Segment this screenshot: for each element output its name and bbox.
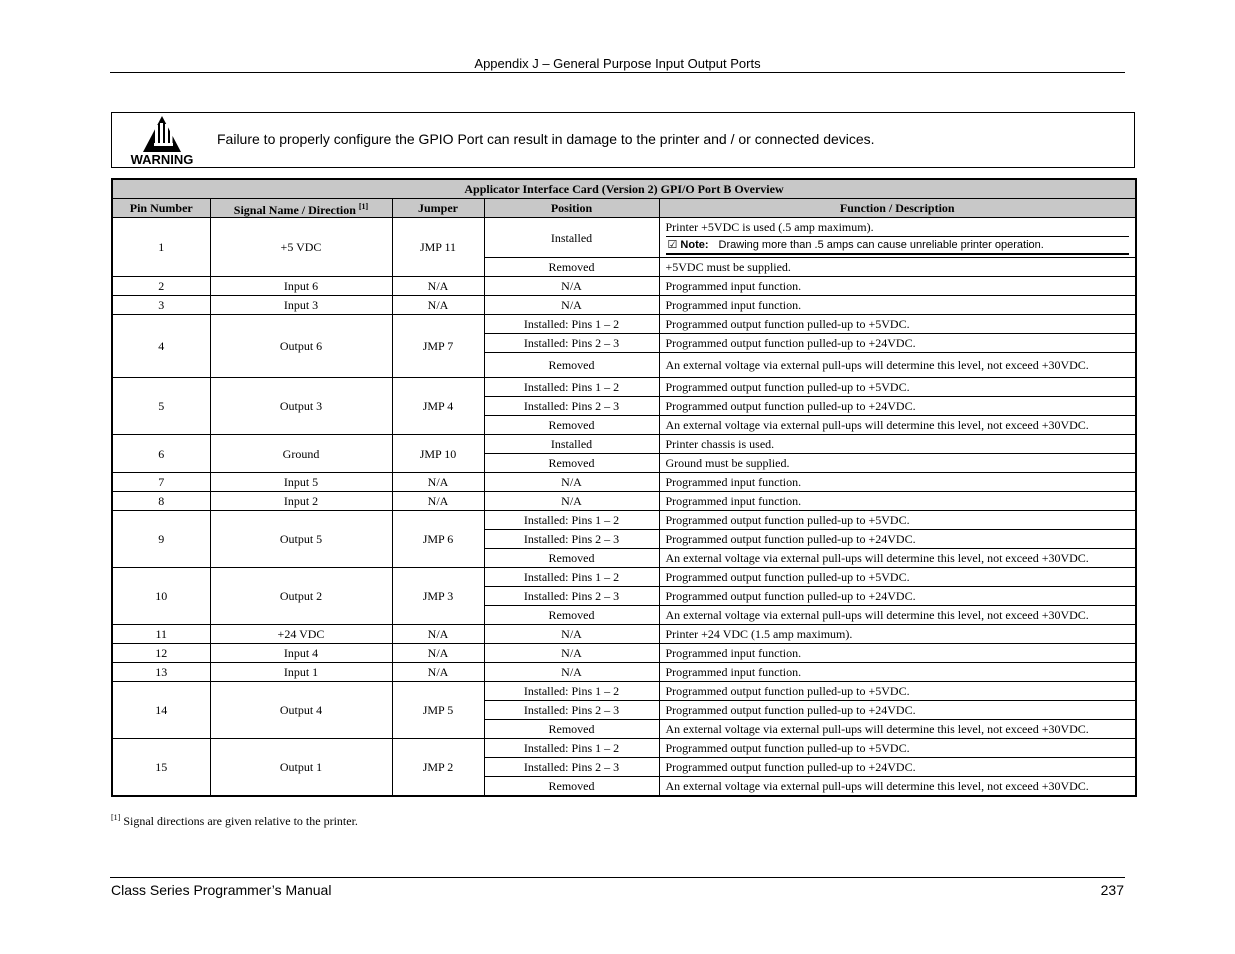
position-cell: N/A: [484, 644, 659, 663]
table-row: [112, 492, 1136, 511]
column-header-pin: Pin Number: [112, 199, 210, 218]
pin-cell: 9: [112, 511, 210, 568]
signal-cell: Output 5: [210, 511, 392, 568]
signal-cell: Output 1: [210, 739, 392, 797]
table-row: [112, 511, 1136, 530]
jumper-cell: JMP 5: [392, 682, 484, 739]
function-cell: [659, 218, 1136, 258]
function-cell: Programmed output function pulled-up to +24VDC.: [659, 334, 1136, 353]
jumper-cell: N/A: [392, 473, 484, 492]
column-header-function: Function / Description: [659, 199, 1136, 218]
position-cell: Removed: [484, 777, 659, 797]
function-cell: Programmed output function pulled-up to +24VDC.: [659, 530, 1136, 549]
function-cell: Programmed output function pulled-up to +5VDC.: [659, 511, 1136, 530]
pin-cell: 5: [112, 378, 210, 435]
position-cell: N/A: [484, 473, 659, 492]
function-cell: An external voltage via external pull-ups will determine this level, not exceed +30VDC.: [659, 549, 1136, 568]
jumper-cell: N/A: [392, 296, 484, 315]
jumper-cell: N/A: [392, 663, 484, 682]
table-row: [112, 682, 1136, 701]
note-label: Note:: [680, 239, 709, 251]
position-cell: Installed: Pins 1 – 2: [484, 378, 659, 397]
position-cell: Installed: Pins 1 – 2: [484, 568, 659, 587]
table-row: [112, 644, 1136, 663]
table-row: [112, 315, 1136, 334]
function-cell: An external voltage via external pull-ups will determine this level, not exceed +30VDC.: [659, 720, 1136, 739]
jumper-cell: N/A: [392, 277, 484, 296]
jumper-cell: JMP 6: [392, 511, 484, 568]
warning-label: WARNING: [130, 152, 194, 167]
jumper-cell: JMP 3: [392, 568, 484, 625]
function-cell: Programmed output function pulled-up to +24VDC.: [659, 701, 1136, 720]
position-cell: Installed: Pins 1 – 2: [484, 511, 659, 530]
column-header-signal: [210, 199, 392, 218]
function-cell: Printer chassis is used.: [659, 435, 1136, 454]
jumper-cell: JMP 11: [392, 218, 484, 277]
function-cell: Programmed input function.: [659, 492, 1136, 511]
position-cell: Removed: [484, 258, 659, 277]
position-cell: Removed: [484, 416, 659, 435]
pin-cell: 14: [112, 682, 210, 739]
position-cell: N/A: [484, 492, 659, 511]
function-cell: An external voltage via external pull-ups will determine this level, not exceed +30VDC.: [659, 353, 1136, 378]
pin-cell: 4: [112, 315, 210, 378]
table-title: Applicator Interface Card (Version 2) GPI/O Port B Overview: [112, 179, 1136, 199]
function-cell: Programmed output function pulled-up to +5VDC.: [659, 378, 1136, 397]
signal-cell: Input 5: [210, 473, 392, 492]
function-cell: An external voltage via external pull-ups will determine this level, not exceed +30VDC.: [659, 416, 1136, 435]
footer-rule: [110, 877, 1125, 878]
function-text: Printer +5VDC is used (.5 amp maximum).: [665, 220, 874, 234]
position-cell: N/A: [484, 663, 659, 682]
position-cell: Installed: [484, 435, 659, 454]
table-row: [112, 296, 1136, 315]
position-cell: Installed: Pins 2 – 3: [484, 758, 659, 777]
function-cell: Programmed input function.: [659, 644, 1136, 663]
function-cell: Programmed output function pulled-up to +24VDC.: [659, 587, 1136, 606]
table-body: [112, 218, 1136, 797]
position-cell: Removed: [484, 454, 659, 473]
position-cell: Removed: [484, 606, 659, 625]
function-cell: Programmed input function.: [659, 277, 1136, 296]
position-cell: Installed: Pins 1 – 2: [484, 315, 659, 334]
function-cell: Programmed output function pulled-up to +5VDC.: [659, 682, 1136, 701]
function-cell: An external voltage via external pull-ups will determine this level, not exceed +30VDC.: [659, 777, 1136, 797]
signal-cell: Input 1: [210, 663, 392, 682]
table-row: [112, 625, 1136, 644]
table-row: [112, 739, 1136, 758]
column-header-jumper: Jumper: [392, 199, 484, 218]
signal-cell: Output 6: [210, 315, 392, 378]
position-cell: Removed: [484, 353, 659, 378]
checkbox-icon: ☑: [667, 239, 681, 251]
manual-title: Class Series Programmer’s Manual: [111, 882, 332, 898]
position-cell: N/A: [484, 625, 659, 644]
position-cell: Installed: Pins 2 – 3: [484, 587, 659, 606]
jumper-cell: JMP 10: [392, 435, 484, 473]
signal-cell: Input 3: [210, 296, 392, 315]
note: [666, 236, 1130, 255]
note-text: Drawing more than .5 amps can cause unreliable printer operation.: [718, 239, 1044, 251]
footnote-ref: [1]: [358, 201, 369, 211]
jumper-cell: JMP 4: [392, 378, 484, 435]
pin-cell: 7: [112, 473, 210, 492]
position-cell: Installed: Pins 2 – 3: [484, 397, 659, 416]
signal-cell: Output 3: [210, 378, 392, 435]
table-row: [112, 663, 1136, 682]
function-cell: Programmed output function pulled-up to +5VDC.: [659, 739, 1136, 758]
function-cell: Programmed output function pulled-up to +5VDC.: [659, 315, 1136, 334]
footnote-text: Signal directions are given relative to the printer.: [123, 814, 358, 828]
table-row: [112, 277, 1136, 296]
function-cell: Printer +24 VDC (1.5 amp maximum).: [659, 625, 1136, 644]
position-cell: N/A: [484, 277, 659, 296]
function-cell: An external voltage via external pull-ups will determine this level, not exceed +30VDC.: [659, 606, 1136, 625]
pin-cell: 13: [112, 663, 210, 682]
function-cell: Programmed output function pulled-up to +24VDC.: [659, 758, 1136, 777]
jumper-cell: N/A: [392, 625, 484, 644]
gpio-port-b-table: [111, 178, 1137, 797]
table-row: [112, 473, 1136, 492]
position-cell: Installed: Pins 2 – 3: [484, 701, 659, 720]
jumper-cell: N/A: [392, 644, 484, 663]
pin-cell: 15: [112, 739, 210, 797]
pin-cell: 12: [112, 644, 210, 663]
position-cell: Installed: Pins 1 – 2: [484, 682, 659, 701]
pin-cell: 11: [112, 625, 210, 644]
column-header-signal-label: Signal Name / Direction: [233, 202, 356, 217]
function-cell: Programmed input function.: [659, 296, 1136, 315]
signal-cell: Input 4: [210, 644, 392, 663]
pin-cell: 8: [112, 492, 210, 511]
position-cell: Installed: [484, 218, 659, 258]
column-header-position: Position: [484, 199, 659, 218]
page-number: 237: [1100, 882, 1124, 898]
table-row: [112, 435, 1136, 454]
warning-text: Failure to properly configure the GPIO Port can result in damage to the printer and / or connected devices.: [217, 131, 875, 147]
function-cell: Programmed input function.: [659, 473, 1136, 492]
signal-cell: +5 VDC: [210, 218, 392, 277]
signal-cell: Input 6: [210, 277, 392, 296]
page-header: Appendix J – General Purpose Input Output Ports: [110, 56, 1125, 73]
pin-cell: 1: [112, 218, 210, 277]
jumper-cell: JMP 2: [392, 739, 484, 797]
position-cell: Installed: Pins 2 – 3: [484, 530, 659, 549]
table-row: [112, 378, 1136, 397]
signal-cell: +24 VDC: [210, 625, 392, 644]
position-cell: N/A: [484, 296, 659, 315]
function-cell: +5VDC must be supplied.: [659, 258, 1136, 277]
pin-cell: 6: [112, 435, 210, 473]
signal-cell: Output 4: [210, 682, 392, 739]
jumper-cell: JMP 7: [392, 315, 484, 378]
function-cell: Programmed output function pulled-up to +24VDC.: [659, 397, 1136, 416]
position-cell: Installed: Pins 1 – 2: [484, 739, 659, 758]
signal-cell: Ground: [210, 435, 392, 473]
position-cell: Installed: Pins 2 – 3: [484, 334, 659, 353]
footnote-marker: [1]: [111, 813, 121, 822]
function-cell: Programmed input function.: [659, 663, 1136, 682]
position-cell: Removed: [484, 720, 659, 739]
table-row: [112, 218, 1136, 258]
position-cell: Removed: [484, 549, 659, 568]
pin-cell: 2: [112, 277, 210, 296]
warning-hand-icon: [126, 115, 194, 167]
signal-cell: Output 2: [210, 568, 392, 625]
function-cell: Ground must be supplied.: [659, 454, 1136, 473]
signal-cell: Input 2: [210, 492, 392, 511]
pin-cell: 10: [112, 568, 210, 625]
footnote: [111, 813, 358, 829]
jumper-cell: N/A: [392, 492, 484, 511]
pin-cell: 3: [112, 296, 210, 315]
function-cell: Programmed output function pulled-up to +5VDC.: [659, 568, 1136, 587]
table-row: [112, 568, 1136, 587]
warning-box: [111, 112, 1135, 168]
